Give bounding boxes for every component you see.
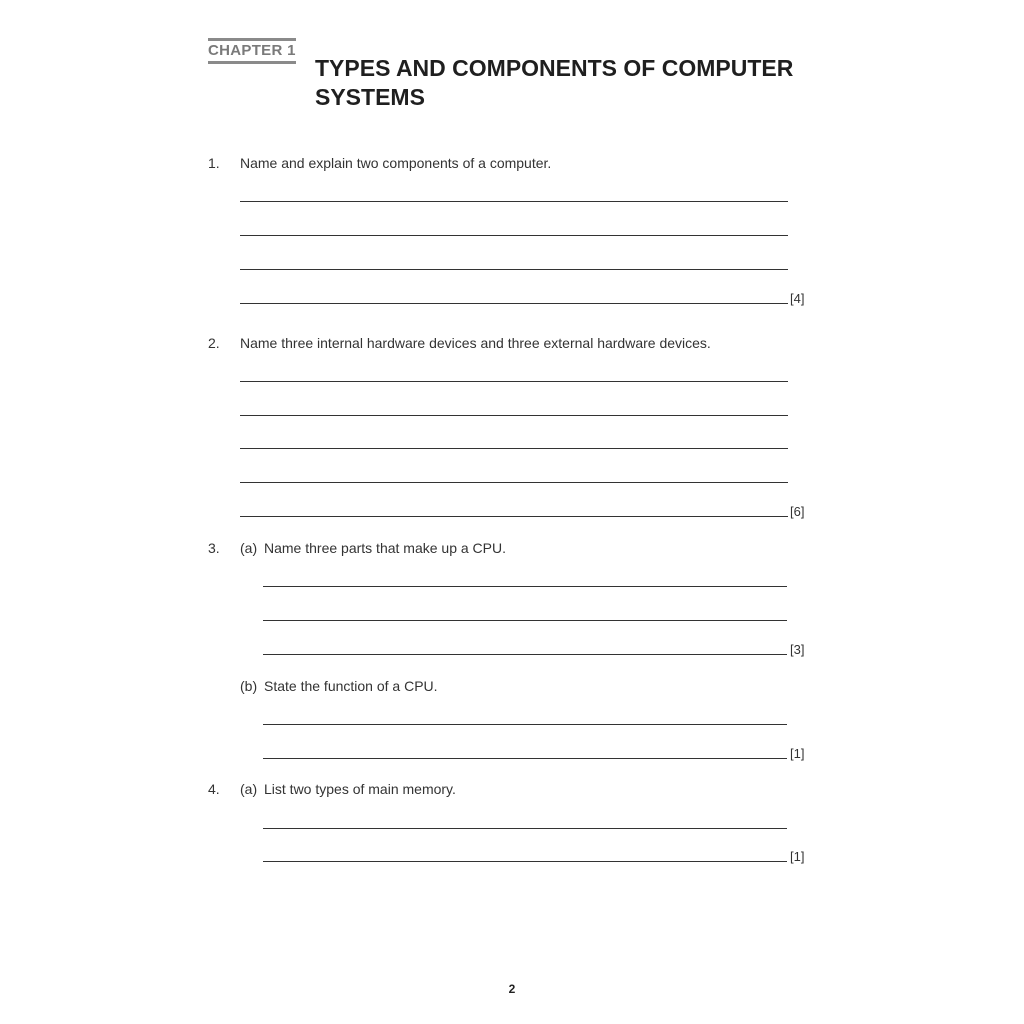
marks-badge: [4]: [790, 291, 805, 306]
question-text: Name three internal hardware devices and three external hardware devices.: [240, 335, 711, 351]
question-number: 1.: [208, 155, 220, 171]
part-label: (b): [240, 678, 258, 694]
question-number: 2.: [208, 335, 220, 351]
question-number: 4.: [208, 781, 220, 797]
marks-badge: [1]: [790, 746, 805, 761]
chapter-label: CHAPTER 1: [208, 38, 296, 64]
marks-badge: [6]: [790, 504, 805, 519]
answer-line[interactable]: [240, 415, 788, 416]
answer-line[interactable]: [240, 381, 788, 382]
answer-line[interactable]: [240, 448, 788, 449]
question-text: Name three parts that make up a CPU.: [264, 540, 506, 556]
page-title: TYPES AND COMPONENTS OF COMPUTER SYSTEMS: [315, 55, 794, 110]
answer-line[interactable]: [263, 758, 787, 759]
answer-line[interactable]: [240, 269, 788, 270]
answer-line[interactable]: [240, 201, 788, 202]
question-text: Name and explain two components of a computer.: [240, 155, 552, 171]
question-text: State the function of a CPU.: [264, 678, 438, 694]
answer-line[interactable]: [240, 482, 788, 483]
part-label: (a): [240, 540, 258, 556]
question-number: 3.: [208, 540, 220, 556]
part-label: (a): [240, 781, 258, 797]
marks-badge: [1]: [790, 849, 805, 864]
answer-line[interactable]: [263, 724, 787, 725]
answer-line[interactable]: [263, 654, 787, 655]
question-text: List two types of main memory.: [264, 781, 456, 797]
answer-line[interactable]: [263, 586, 787, 587]
answer-line[interactable]: [240, 235, 788, 236]
page-number: 2: [508, 982, 516, 996]
answer-line[interactable]: [240, 516, 788, 517]
answer-line[interactable]: [263, 828, 787, 829]
answer-line[interactable]: [263, 861, 787, 862]
marks-badge: [3]: [790, 642, 805, 657]
answer-line[interactable]: [240, 303, 788, 304]
answer-line[interactable]: [263, 620, 787, 621]
